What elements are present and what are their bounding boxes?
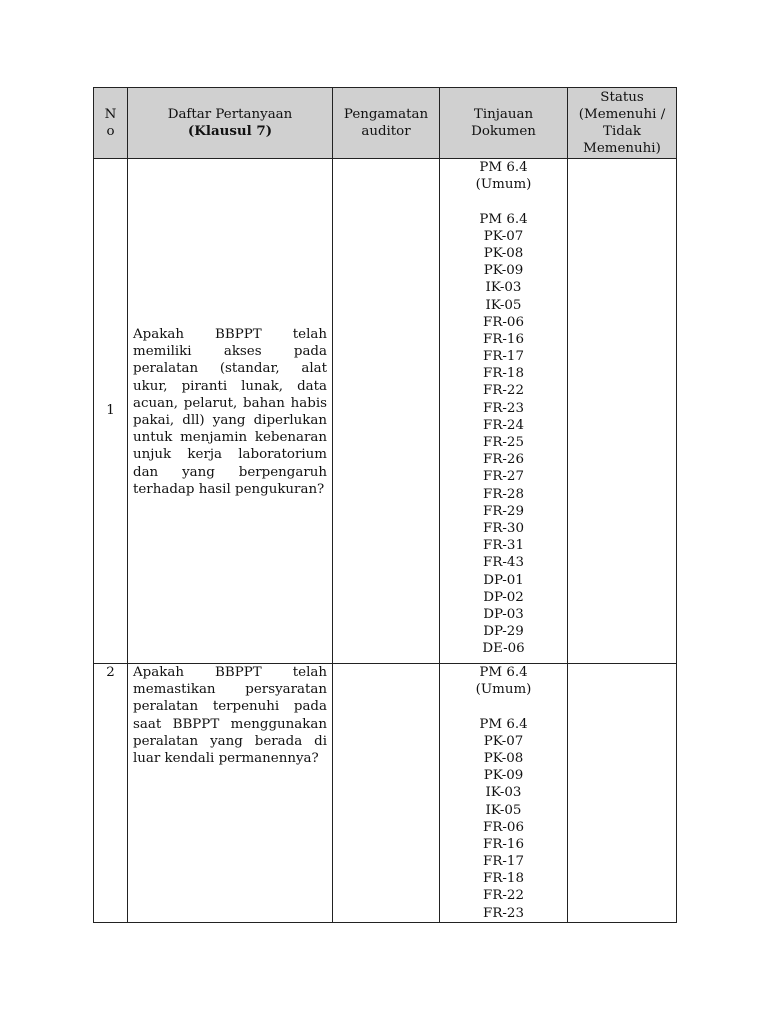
document-general-ref: PM 6.4 [479, 160, 528, 175]
document-ref: FR-23 [483, 905, 524, 921]
document-ref: FR-27 [483, 469, 524, 485]
document-ref: FR-18 [483, 871, 524, 887]
document-list-spacer [445, 698, 562, 715]
document-ref: FR-25 [483, 435, 524, 450]
table-header-row [94, 88, 677, 159]
document-ref: PM 6.4 [479, 211, 528, 227]
row-number: 2 [94, 664, 128, 923]
document-ref: FR-18 [483, 366, 524, 382]
document-ref: DE-06 [482, 641, 525, 657]
document-ref: IK-03 [485, 785, 522, 801]
document-ref: IK-05 [485, 297, 522, 313]
header-no: N o [94, 88, 128, 159]
document-ref: FR-31 [483, 538, 524, 554]
document-ref: FR-26 [483, 452, 524, 468]
document-ref: IK-03 [485, 280, 522, 296]
status-cell[interactable] [568, 664, 677, 923]
row-number: 1 [94, 159, 128, 664]
document-ref: PK-09 [483, 263, 524, 279]
document-ref: PK-07 [483, 228, 524, 244]
header-question-label: Daftar Pertanyaan [167, 106, 293, 122]
document-ref: PK-07 [483, 733, 524, 749]
header-question [128, 88, 333, 159]
status-cell[interactable] [568, 159, 677, 664]
document-ref: FR-22 [483, 888, 524, 904]
document-ref: PK-09 [483, 768, 524, 784]
document-ref: FR-43 [483, 555, 524, 571]
document-ref: DP-29 [483, 624, 524, 640]
document-ref: FR-28 [483, 486, 524, 502]
document-cell [440, 159, 568, 664]
document-ref: PK-08 [483, 245, 524, 261]
document-list [445, 664, 562, 922]
document-ref: IK-05 [485, 802, 522, 818]
document-ref: PK-08 [483, 750, 524, 766]
question-cell: Apakah BBPPT telah memiliki akses pada peralatan (standar, alat ukur, piranti lunak, data acuan, pelarut, bahan habis pakai, dll) yang diperlukan untuk menjamin kebenaran unjuk kerja laboratorium dan yang berpengaruh terhadap hasil pengukuran? [128, 159, 333, 664]
observation-cell[interactable] [333, 664, 440, 923]
question-cell: Apakah BBPPT telah memastikan persyaratan peralatan terpenuhi pada saat BBPPT menggunakan peralatan yang berada di luar kendali permanennya? [128, 664, 333, 923]
document-ref: FR-29 [483, 503, 524, 519]
document-general-ref: (Umum) [475, 177, 532, 193]
document-ref: FR-24 [483, 417, 524, 433]
document-general-ref: PM 6.4 [479, 665, 528, 680]
document-list [445, 159, 562, 657]
document-ref: FR-06 [483, 819, 524, 835]
observation-cell[interactable] [333, 159, 440, 664]
document-ref: FR-23 [483, 400, 524, 416]
document-ref: FR-17 [483, 349, 524, 365]
table-row [94, 159, 677, 664]
document-ref: FR-30 [483, 520, 524, 536]
header-status: Status (Memenuhi / Tidak Memenuhi) [568, 88, 677, 159]
document-ref: FR-06 [483, 314, 524, 330]
header-document: Tinjauan Dokumen [440, 88, 568, 159]
document-general-ref: (Umum) [475, 682, 532, 698]
table-row [94, 664, 677, 923]
document-ref: DP-03 [483, 606, 524, 622]
document-ref: DP-01 [483, 572, 524, 588]
document-ref: FR-16 [483, 331, 524, 347]
document-ref: PM 6.4 [479, 716, 528, 732]
document-list-spacer [445, 193, 562, 210]
audit-checklist-table [93, 87, 677, 923]
document-cell [440, 664, 568, 923]
document-ref: FR-16 [483, 836, 524, 852]
header-clause: (Klausul 7) [187, 123, 273, 139]
document-ref: FR-17 [483, 854, 524, 870]
header-observation: Pengamatan auditor [333, 88, 440, 159]
document-ref: DP-02 [483, 589, 524, 605]
document-ref: FR-22 [483, 383, 524, 399]
